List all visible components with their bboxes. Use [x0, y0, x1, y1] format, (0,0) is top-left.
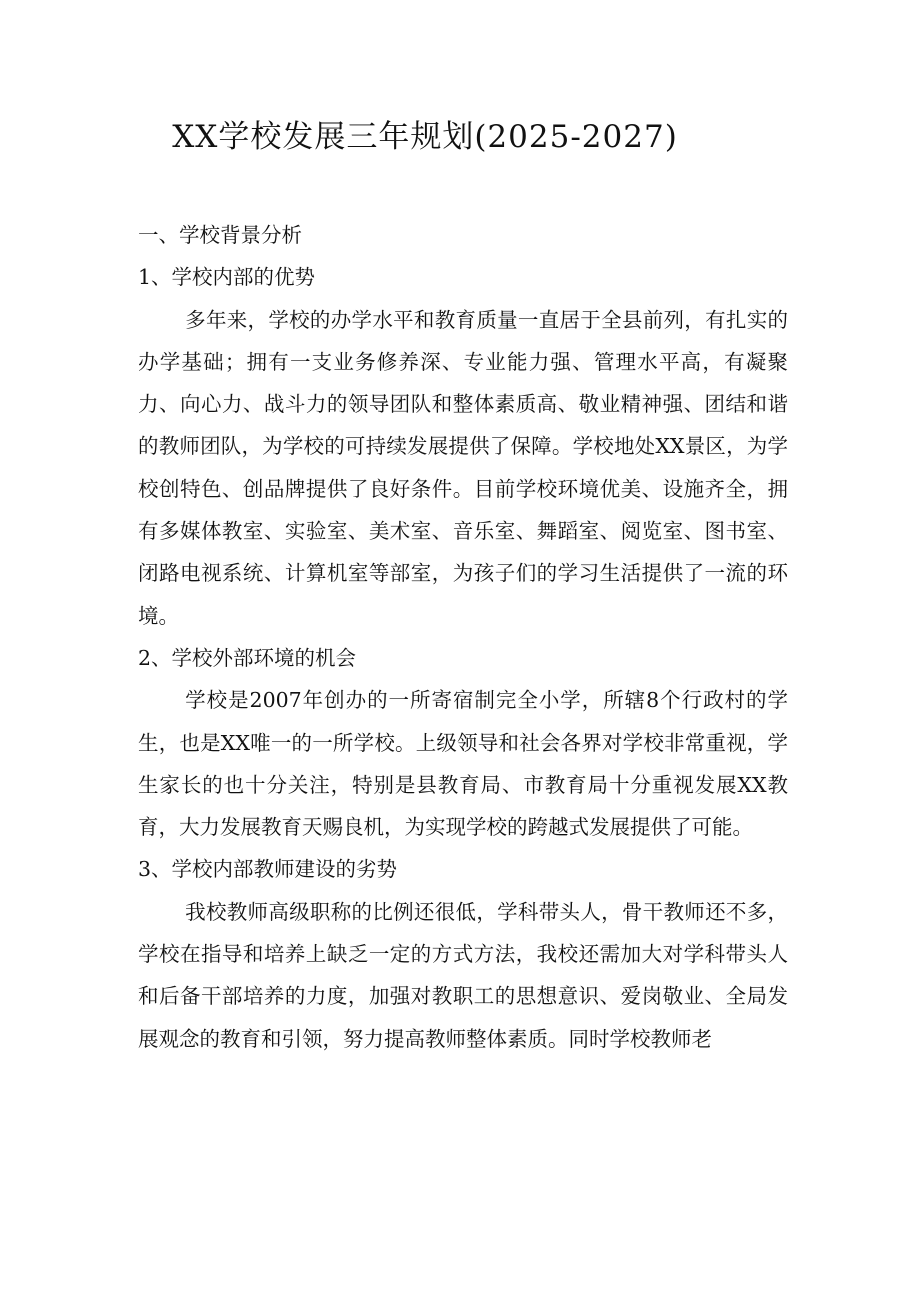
paragraph-external-opportunities: 学校是2007年创办的一所寄宿制完全小学，所辖8个行政村的学生，也是XX唯一的一所学校。上级领导和社会各界对学校非常重视，学生家长的也十分关注，特别是县教育局、市教育局十分重视发展XX教育，大力发展教育天赐良机，为实现学校的跨越式发展提供了可能。	[138, 688, 788, 840]
paragraph-teacher-weaknesses: 我校教师高级职称的比例还很低，学科带头人，骨干教师还不多，学校在指导和培养上缺乏一定的方式方法，我校还需加大对学科带头人和后备干部培养的力度，加强对教职工的思想意识、爱岗敬业、全局发展观念的教育和引领，努力提高教师整体素质。同时学校教师老	[138, 899, 788, 1051]
section-heading-teacher-weaknesses: 3、学校内部教师建设的劣势	[138, 857, 398, 882]
document-body	[138, 214, 788, 1060]
paragraph-internal-strengths: 多年来，学校的办学水平和教育质量一直居于全县前列，有扎实的办学基础；拥有一支业务修养深、专业能力强、管理水平高，有凝聚力、向心力、战斗力的领导团队和整体素质高、敬业精神强、团结和谐的教师团队，为学校的可持续发展提供了保障。学校地处XX景区，为学校创特色、创品牌提供了良好条件。目前学校环境优美、设施齐全，拥有多媒体教室、实验室、美术室、音乐室、舞蹈室、阅览室、图书室、闭路电视系统、计算机室等部室，为孩子们的学习生活提供了一流的环境。	[138, 307, 788, 628]
section-heading-background: 一、学校背景分析	[138, 223, 302, 247]
page-title: XX学校发展三年规划(2025-2027)	[172, 119, 678, 155]
section-heading-external-opportunities: 2、学校外部环境的机会	[138, 645, 357, 670]
section-heading-internal-strengths: 1、学校内部的优势	[138, 265, 316, 290]
